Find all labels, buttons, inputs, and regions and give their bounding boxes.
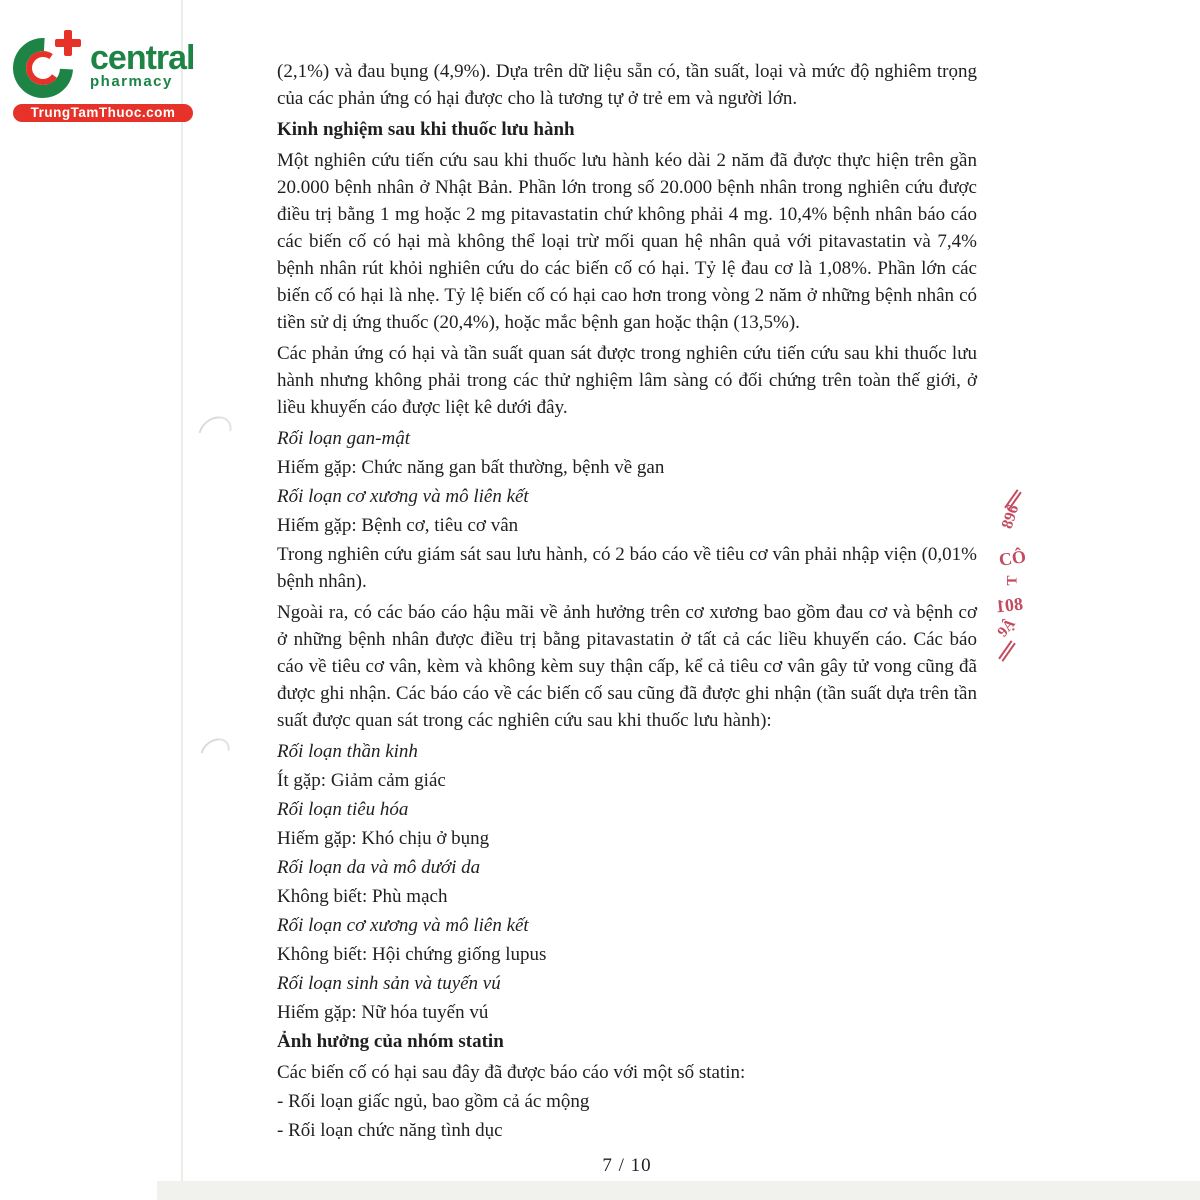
document-text-column xyxy=(277,58,977,1179)
doc-list-item: - Rối loạn giấc ngủ, bao gồm cả ác mộng xyxy=(277,1091,590,1112)
logo-brand-text: central xyxy=(90,39,195,77)
doc-paragraph: Trong nghiên cứu giám sát sau lưu hành, có 2 báo cáo về tiêu cơ vân phải nhập viện (0,01% bệnh nhân). xyxy=(277,544,977,592)
logo-tagline-text: pharmacy xyxy=(90,73,173,90)
doc-line: Hiếm gặp: Chức năng gan bất thường, bệnh về gan xyxy=(277,457,665,478)
logo-website-badge: TrungTamThuoc.com xyxy=(13,104,193,122)
doc-line: Hiếm gặp: Nữ hóa tuyến vú xyxy=(277,1002,489,1023)
red-stamp-fragment: 9Ậ xyxy=(994,616,1019,641)
central-pharmacy-logo xyxy=(13,30,223,122)
paper-curl-mark xyxy=(195,733,235,772)
doc-line: Các biến cố có hại sau đây đã được báo cáo với một số statin: xyxy=(277,1062,746,1083)
logo-c-icon xyxy=(13,30,83,104)
doc-paragraph: Ngoài ra, có các báo cáo hậu mãi về ảnh hưởng trên cơ xương bao gồm đau cơ và bệnh cơ ở những bệnh nhân được điều trị bằng pitavastatin ở tất cả các liều khuyến cáo. Các báo cáo về tiêu cơ vân, kèm và không kèm suy thận cấp, kể cả tiêu cơ vân gây tử vong cũng đã được ghi nhận. Các báo cáo về các biến cố sau cũng đã được ghi nhận (tần suất dựa trên tần suất được quan sát trong các nghiên cứu sau khi thuốc lưu hành): xyxy=(277,602,977,731)
doc-line: Không biết: Phù mạch xyxy=(277,886,448,907)
doc-heading: Ảnh hưởng của nhóm statin xyxy=(277,1031,504,1052)
doc-italic-subheading: Rối loạn tiêu hóa xyxy=(277,799,409,820)
red-stamp-fragment: 896 xyxy=(998,502,1023,531)
doc-paragraph: Các phản ứng có hại và tần suất quan sát được trong nghiên cứu tiến cứu sau khi thuốc lưu hành nhưng không phải trong các thử nghiệm lâm sàng có đối chứng trên toàn thế giới, ở liều khuyến cáo được liệt kê dưới đây. xyxy=(277,343,977,418)
page-number: 7 / 10 xyxy=(602,1155,652,1176)
stamp-line-mark xyxy=(998,640,1016,661)
doc-line: Ít gặp: Giảm cảm giác xyxy=(277,770,446,791)
doc-line: Hiếm gặp: Khó chịu ở bụng xyxy=(277,828,490,849)
doc-heading: Kinh nghiệm sau khi thuốc lưu hành xyxy=(277,119,575,140)
doc-italic-subheading: Rối loạn sinh sản và tuyến vú xyxy=(277,973,501,994)
red-stamp-fragment: 801 xyxy=(994,593,1024,617)
doc-italic-subheading: Rối loạn thần kinh xyxy=(277,741,418,762)
scan-bottom-shadow xyxy=(157,1181,1200,1200)
doc-line: Không biết: Hội chứng giống lupus xyxy=(277,944,547,965)
plus-icon xyxy=(55,30,81,56)
doc-italic-subheading: Rối loạn da và mô dưới da xyxy=(277,857,481,878)
red-stamp-fragment: CÔ xyxy=(997,546,1028,570)
doc-italic-subheading: Rối loạn gan-mật xyxy=(277,428,410,449)
paper-curl-mark xyxy=(192,410,238,454)
red-stamp-fragment: T xyxy=(1004,575,1021,586)
doc-italic-subheading: Rối loạn cơ xương và mô liên kết xyxy=(277,486,529,507)
doc-paragraph: Một nghiên cứu tiến cứu sau khi thuốc lưu hành kéo dài 2 năm đã được thực hiện trên gần 20.000 bệnh nhân ở Nhật Bản. Phần lớn trong số 20.000 bệnh nhân trong nghiên cứu được điều trị bằng 1 mg hoặc 2 mg pitavastatin chứ không phải 4 mg. 10,4% bệnh nhân báo cáo các biến cố có hại mà không thể loại trừ mối quan hệ nhân quả với pitavastatin và 7,4% bệnh nhân rút khỏi nghiên cứu do các biến cố có hại. Tỷ lệ đau cơ là 1,08%. Phần lớn các biến cố có hại là nhẹ. Tỷ lệ biến cố có hại cao hơn trong vòng 2 năm ở những bệnh nhân có tiền sử dị ứng thuốc (20,4%), hoặc mắc bệnh gan hoặc thận (13,5%). xyxy=(277,150,977,333)
doc-paragraph: (2,1%) và đau bụng (4,9%). Dựa trên dữ liệu sẵn có, tần suất, loại và mức độ nghiêm trọng của các phản ứng có hại được cho là tương tự ở trẻ em và người lớn. xyxy=(277,61,977,109)
doc-line: Hiếm gặp: Bệnh cơ, tiêu cơ vân xyxy=(277,515,519,536)
scan-edge-line xyxy=(181,0,183,1200)
doc-list-item: - Rối loạn chức năng tình dục xyxy=(277,1120,503,1141)
doc-italic-subheading: Rối loạn cơ xương và mô liên kết xyxy=(277,915,529,936)
